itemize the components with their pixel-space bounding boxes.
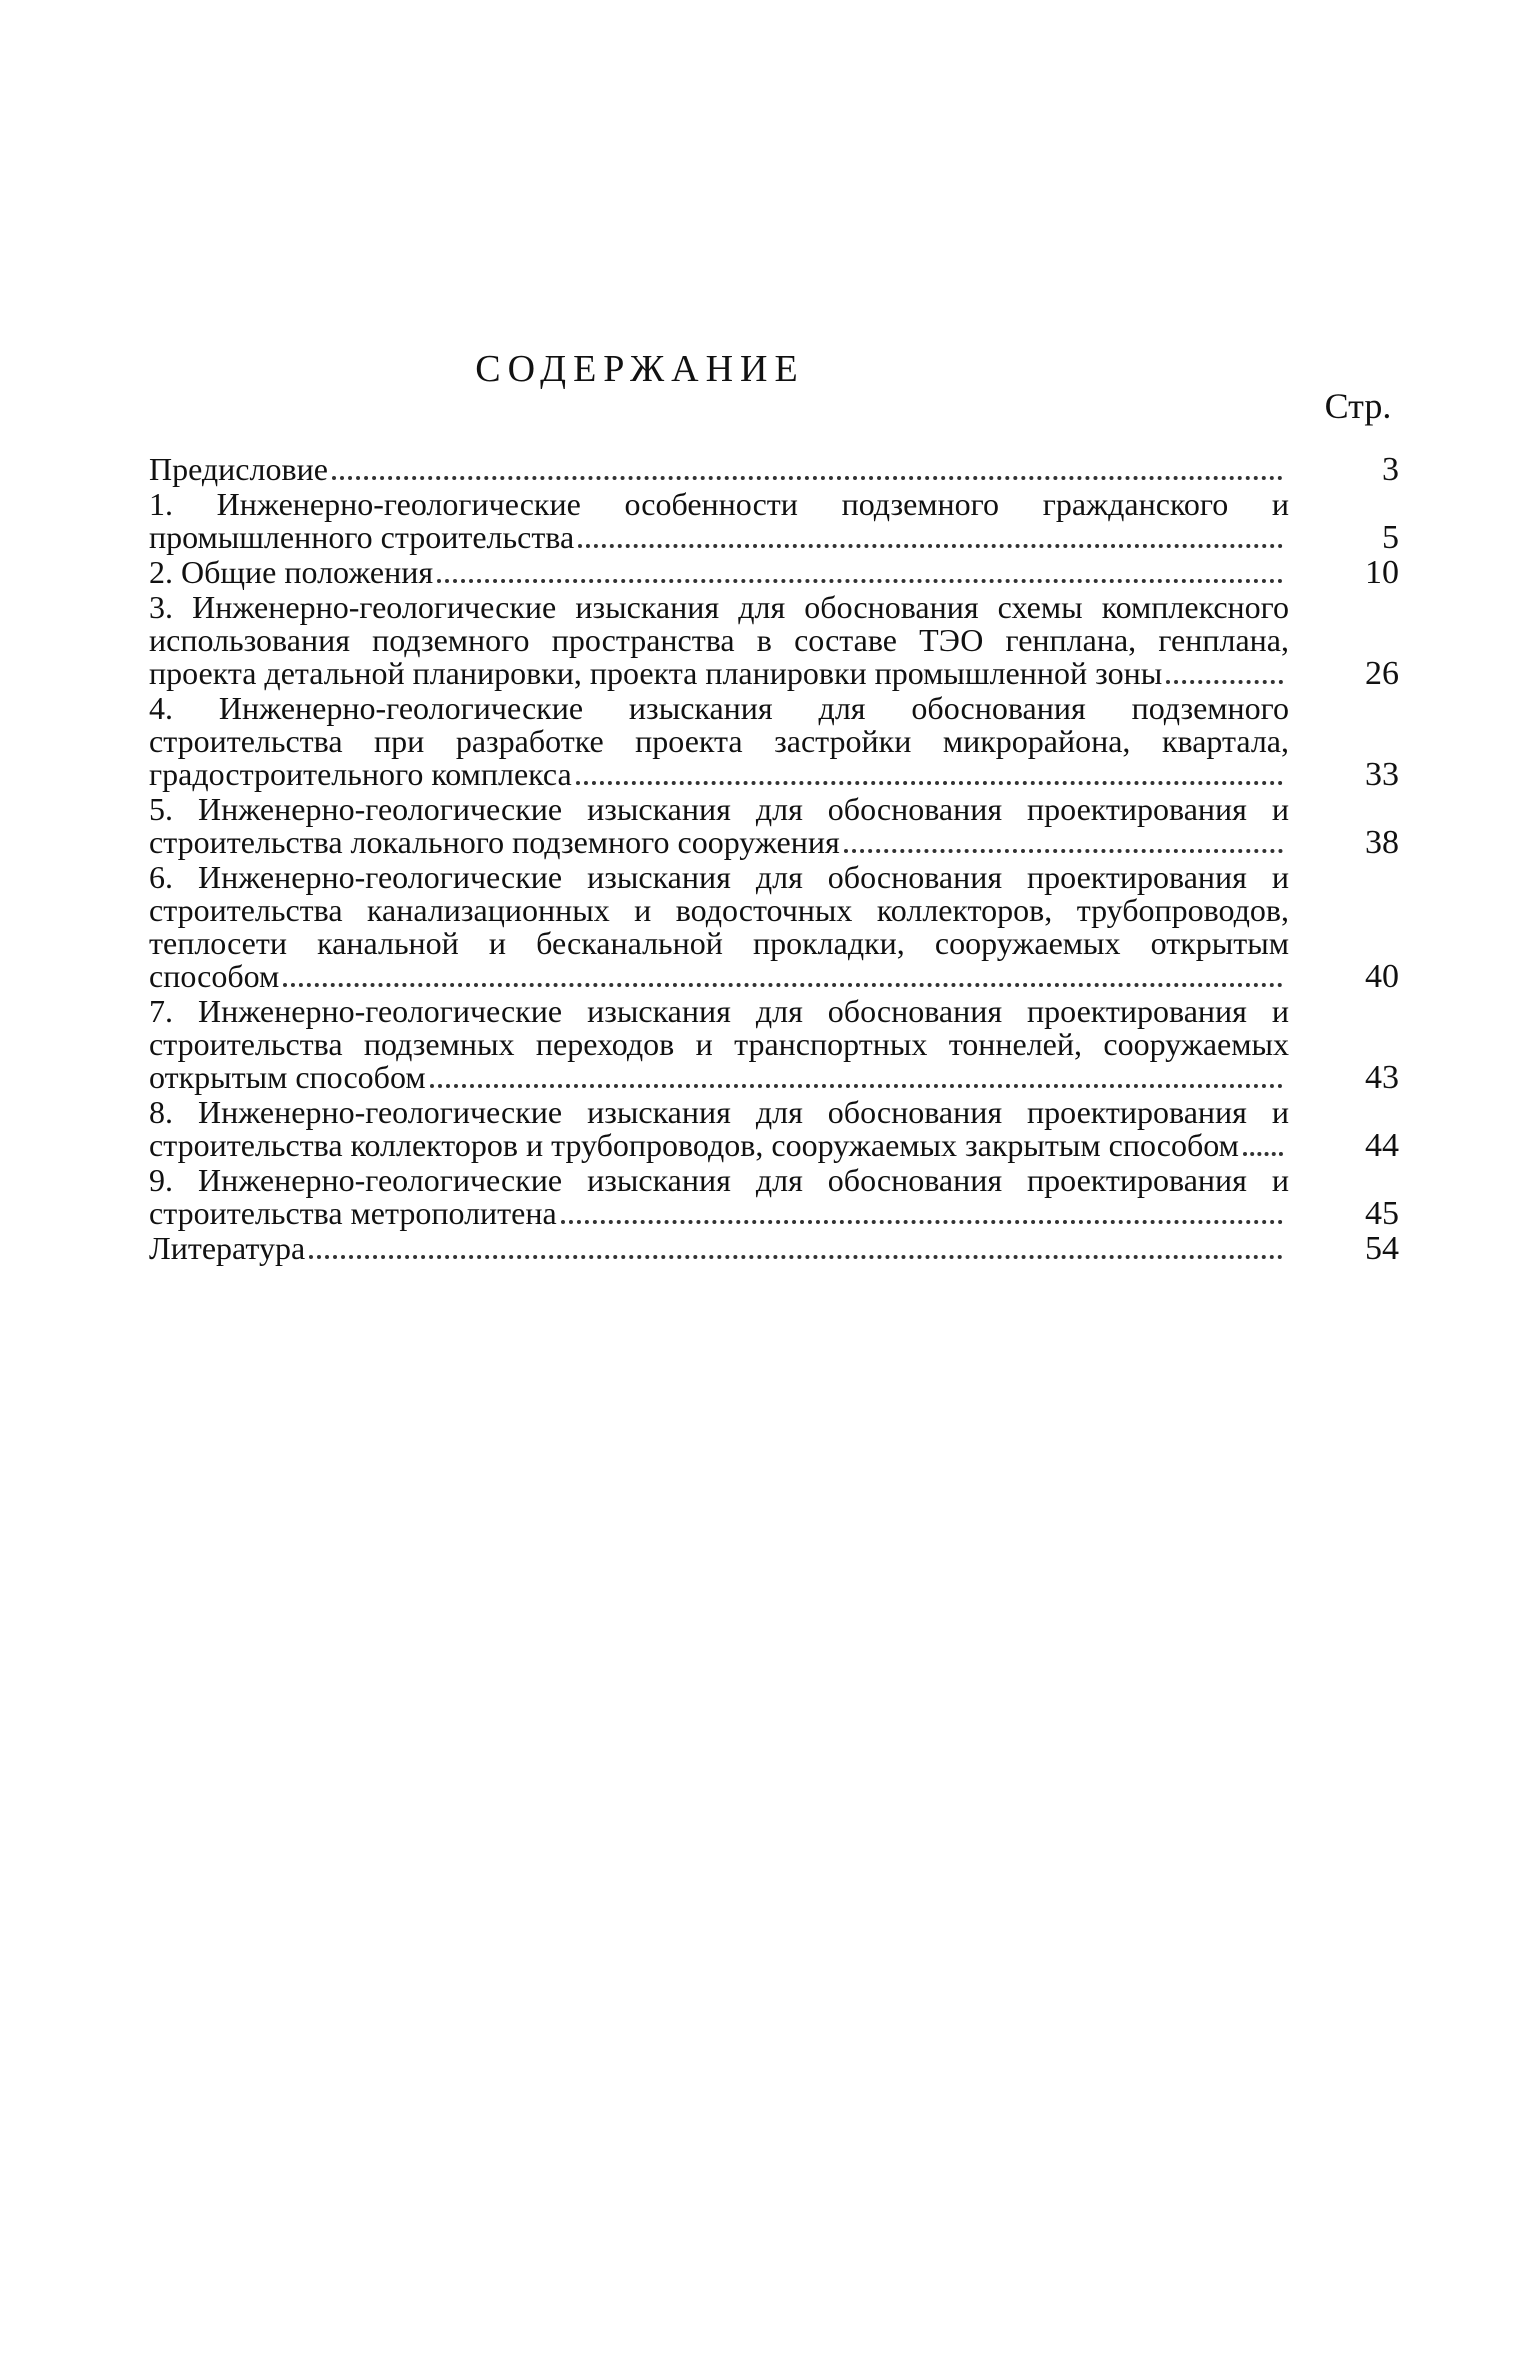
toc-entry-text: 2. Общие положения bbox=[149, 554, 434, 590]
toc-entry-text: 4. Инженерно-геологические изыскания для обоснования подземного строительства при разработке проекта застройки микрорайона, квартала, градостроительного комплекса bbox=[149, 690, 1289, 792]
dot-leader bbox=[1243, 1152, 1283, 1156]
toc-entry-text: Предисловие bbox=[149, 451, 328, 487]
toc-entry-page: 40 bbox=[1365, 958, 1399, 995]
toc-entry-page: 43 bbox=[1365, 1059, 1399, 1096]
toc-entry-page: 54 bbox=[1365, 1230, 1399, 1267]
toc-entry-text: 1. Инженерно-геологические особенности подземного гражданского и промышленного строительства bbox=[149, 486, 1289, 555]
toc-entry-1[interactable] bbox=[149, 488, 1399, 554]
toc-entry-page: 45 bbox=[1365, 1195, 1399, 1232]
toc-entry-8[interactable] bbox=[149, 1096, 1399, 1162]
toc-entry-text: 5. Инженерно-геологические изыскания для обоснования проектирования и строительства локального подземного сооружения bbox=[149, 791, 1289, 860]
toc-entry-text: Литература bbox=[149, 1230, 306, 1266]
toc-entry-page: 10 bbox=[1365, 554, 1399, 591]
toc-entry-page: 5 bbox=[1382, 519, 1399, 556]
toc-title: СОДЕРЖАНИЕ bbox=[475, 348, 805, 390]
toc-entry-3[interactable] bbox=[149, 591, 1399, 690]
toc-entry-6[interactable] bbox=[149, 861, 1399, 993]
toc-entry-text: 8. Инженерно-геологические изыскания для обоснования проектирования и строительства коллекторов и трубопроводов, сооружаемых закрытым способом bbox=[149, 1094, 1289, 1163]
dot-leader bbox=[309, 1255, 1283, 1259]
toc-entry-text: 3. Инженерно-геологические изыскания для обоснования схемы комплексного использования подземного пространства в составе ТЭО генплана, генплана, проекта детальной планировки, проекта планировки промышленной зоны bbox=[149, 589, 1289, 691]
toc-entry-5[interactable] bbox=[149, 793, 1399, 859]
toc-entry-text: 9. Инженерно-геологические изыскания для обоснования проектирования и строительства метрополитена bbox=[149, 1162, 1289, 1231]
toc-entry-text: 7. Инженерно-геологические изыскания для обоснования проектирования и строительства подземных переходов и транспортных тоннелей, сооружаемых открытым способом bbox=[149, 993, 1289, 1095]
toc-entry-text: 6. Инженерно-геологические изыскания для обоснования проектирования и строительства канализационных и водосточных коллекторов, трубопроводов, теплосети канальной и бесканальной прокладки, сооружаемых открытым способом bbox=[149, 859, 1289, 994]
dot-leader bbox=[430, 1084, 1283, 1088]
dot-leader bbox=[844, 849, 1283, 853]
page-column-label: Стр. bbox=[1324, 386, 1392, 426]
dot-leader bbox=[437, 579, 1283, 583]
toc-entry-9[interactable] bbox=[149, 1164, 1399, 1230]
toc-entry-preface[interactable] bbox=[149, 453, 1399, 486]
toc-entry-page: 44 bbox=[1365, 1127, 1399, 1164]
dot-leader bbox=[283, 983, 1283, 987]
dot-leader bbox=[332, 476, 1283, 480]
toc-entry-2[interactable] bbox=[149, 556, 1399, 589]
toc-entry-page: 3 bbox=[1382, 451, 1399, 488]
toc-entry-page: 38 bbox=[1365, 824, 1399, 861]
dot-leader bbox=[561, 1220, 1283, 1224]
toc-entry-page: 33 bbox=[1365, 756, 1399, 793]
toc-entry-literature[interactable] bbox=[149, 1232, 1399, 1265]
dot-leader bbox=[1166, 680, 1283, 684]
toc-entry-4[interactable] bbox=[149, 692, 1399, 791]
table-of-contents bbox=[149, 453, 1399, 1267]
toc-entry-page: 26 bbox=[1365, 655, 1399, 692]
toc-entry-7[interactable] bbox=[149, 995, 1399, 1094]
dot-leader bbox=[578, 544, 1283, 548]
dot-leader bbox=[576, 781, 1283, 785]
